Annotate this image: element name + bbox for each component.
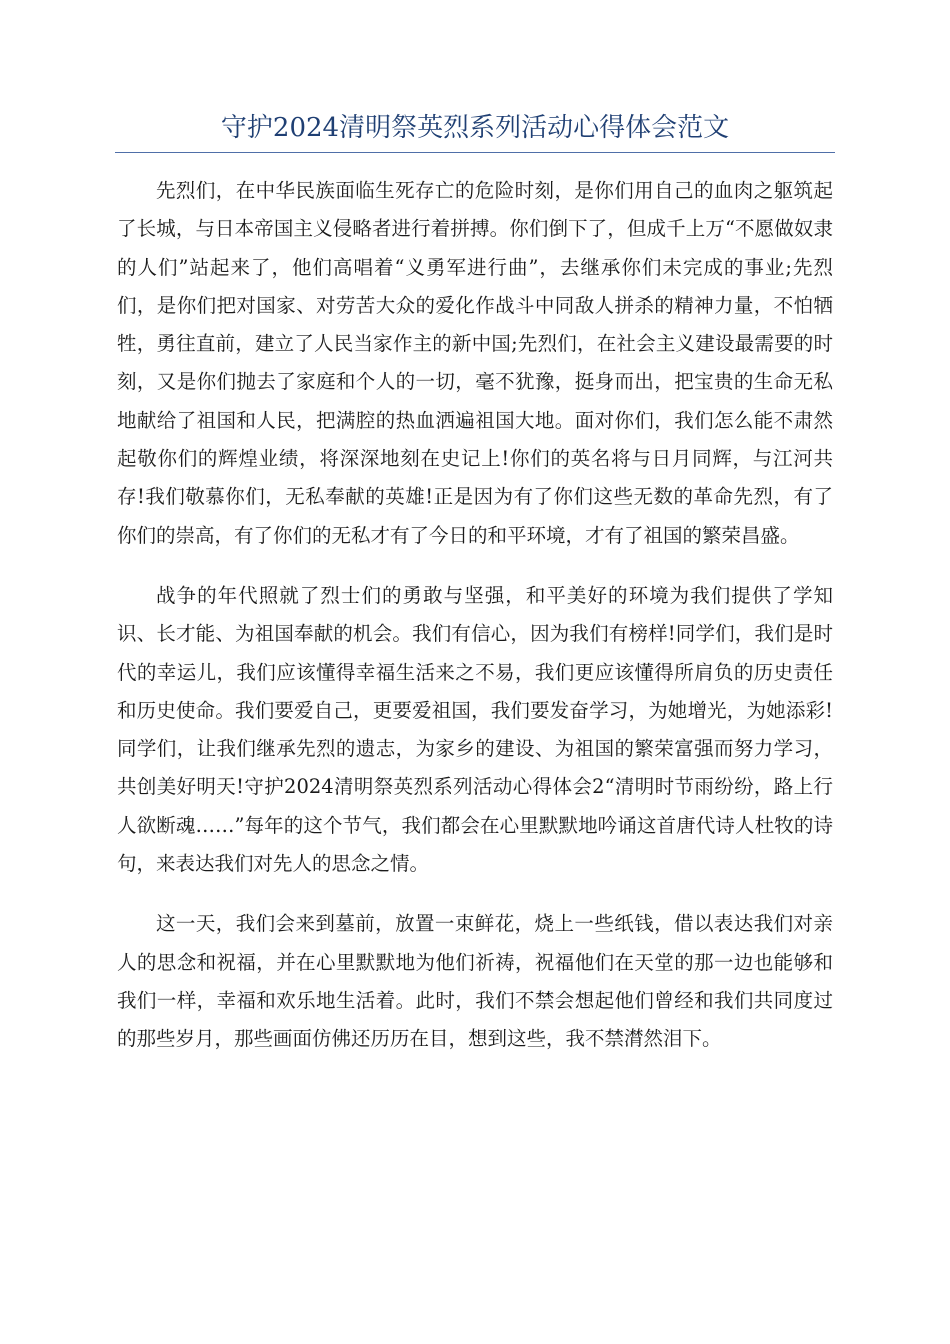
paragraph-2: 战争的年代照就了烈士们的勇敢与坚强，和平美好的环境为我们提供了学知识、长才能、为祖国奉献的机会。我们有信心，因为我们有榜样!同学们，我们是时代的幸运儿，我们应该懂得幸福生活来之不易，我们更应该懂得所肩负的历史责任和历史使命。我们要爱自己，更要爱祖国，我们要发奋学习，为她增光，为她添彩!同学们，让我们继承先烈的遗志，为家乡的建设、为祖国的繁荣富强而努力学习，共创美好明天!守护2024清明祭英烈系列活动心得体会2“清明时节雨纷纷，路上行人欲断魂……”每年的这个节气，我们都会在心里默默地吟诵这首唐代诗人杜牧的诗句，来表达我们对先人的思念之情。 [117,583,833,876]
paragraph-1: 先烈们，在中华民族面临生死存亡的危险时刻，是你们用自己的血肉之躯筑起了长城，与日本帝国主义侵略者进行着拼搏。你们倒下了，但成千上万“不愿做奴隶的人们”站起来了，他们高唱着“义勇军进行曲”，去继承你们未完成的事业;先烈们，是你们把对国家、对劳苦大众的爱化作战斗中同敌人拼杀的精神力量，不怕牺牲，勇往直前，建立了人民当家作主的新中国;先烈们，在社会主义建设最需要的时刻，又是你们抛去了家庭和个人的一切，毫不犹豫，挺身而出，把宝贵的生命无私地献给了祖国和人民，把满腔的热血洒遍祖国大地。面对你们，我们怎么能不肃然起敬你们的辉煌业绩，将深深地刻在史记上!你们的英名将与日月同辉，与江河共存!我们敬慕你们，无私奉献的英雄!正是因为有了你们这些无数的革命先烈，有了你们的崇高，有了你们的无私才有了今日的和平环境，才有了祖国的繁荣昌盛。 [117,179,833,547]
document-body [117,172,833,1081]
title-underline-divider [115,152,835,153]
document-title: 守护2024清明祭英烈系列活动心得体会范文 [220,113,730,143]
paragraph-3: 这一天，我们会来到墓前，放置一束鲜花，烧上一些纸钱，借以表达我们对亲人的思念和祝福，并在心里默默地为他们祈祷，祝福他们在天堂的那一边也能够和我们一样，幸福和欢乐地生活着。此时，我们不禁会想起他们曾经和我们共同度过的那些岁月，那些画面仿佛还历历在目，想到这些，我不禁潸然泪下。 [117,912,833,1051]
